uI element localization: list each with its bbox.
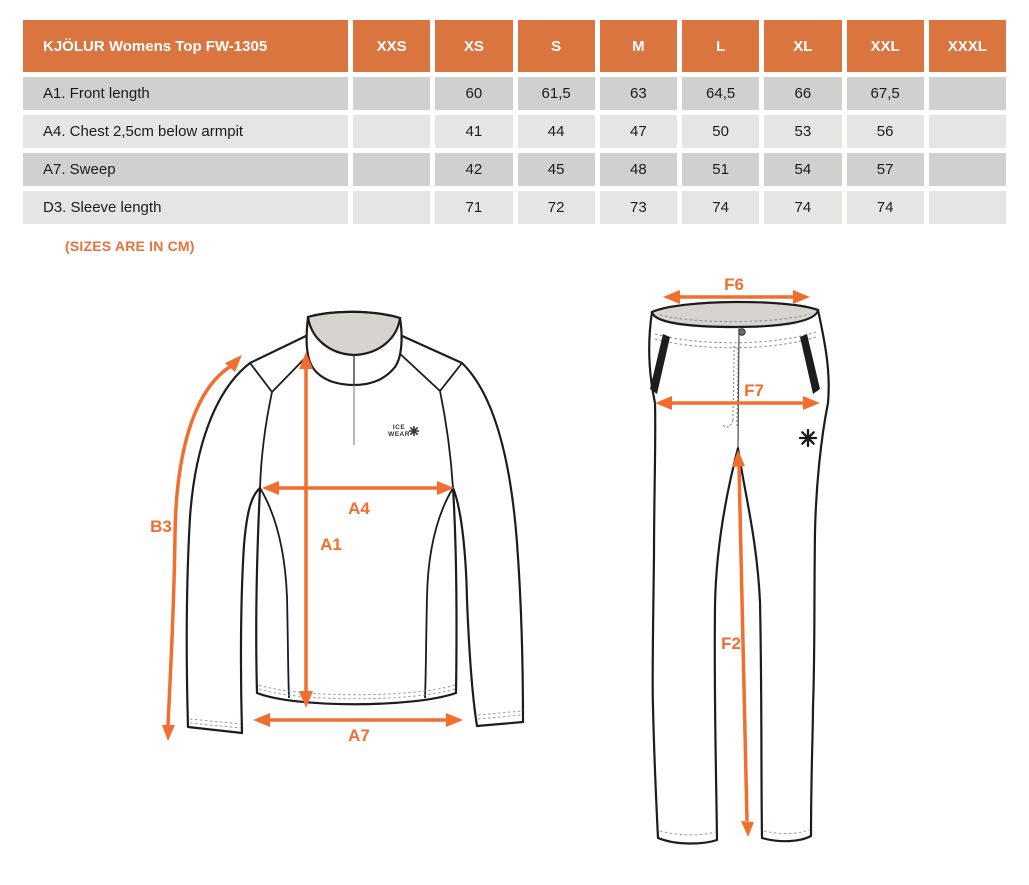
table-cell xyxy=(353,191,430,224)
table-cell: 54 xyxy=(764,153,841,186)
waist-button xyxy=(739,329,745,335)
size-col-header-xxl: XXL xyxy=(847,20,924,72)
snowflake-icon xyxy=(410,427,419,436)
brand-logo xyxy=(388,424,418,438)
table-cell: 66 xyxy=(764,77,841,110)
table-cell: 74 xyxy=(682,191,759,224)
table-cell xyxy=(353,115,430,148)
table-cell xyxy=(353,153,430,186)
table-cell: 50 xyxy=(682,115,759,148)
top-garment-outline xyxy=(187,335,523,733)
table-cell: 45 xyxy=(518,153,595,186)
size-col-header-xxxl: XXXL xyxy=(929,20,1006,72)
size-chart-table xyxy=(23,20,1006,224)
table-cell xyxy=(353,77,430,110)
a7-arrow xyxy=(253,713,463,727)
table-cell: 53 xyxy=(764,115,841,148)
table-cell: 42 xyxy=(435,153,512,186)
table-cell: 61,5 xyxy=(518,77,595,110)
table-cell: 51 xyxy=(682,153,759,186)
table-cell: 71 xyxy=(435,191,512,224)
table-cell: 64,5 xyxy=(682,77,759,110)
sizes-in-cm-note: (SIZES ARE IN CM) xyxy=(65,238,195,254)
brand-logo-text-line2: WEAR xyxy=(388,431,410,438)
f6-label: F6 xyxy=(724,275,744,294)
table-cell: 47 xyxy=(600,115,677,148)
top-garment-drawing xyxy=(145,295,575,770)
row-label-sleeve-length: D3. Sleeve length xyxy=(23,191,348,224)
b3-label: B3 xyxy=(150,517,172,536)
table-cell xyxy=(929,153,1006,186)
table-cell: 74 xyxy=(764,191,841,224)
table-cell: 74 xyxy=(847,191,924,224)
size-col-header-l: L xyxy=(682,20,759,72)
table-cell: 60 xyxy=(435,77,512,110)
table-cell: 63 xyxy=(600,77,677,110)
table-cell: 57 xyxy=(847,153,924,186)
table-cell xyxy=(929,77,1006,110)
table-cell: 72 xyxy=(518,191,595,224)
brand-logo-text-line1: ICE xyxy=(392,424,406,431)
row-label-sweep: A7. Sweep xyxy=(23,153,348,186)
table-cell: 41 xyxy=(435,115,512,148)
table-cell: 44 xyxy=(518,115,595,148)
size-col-header-xxs: XXS xyxy=(353,20,430,72)
a1-label: A1 xyxy=(320,535,342,554)
table-cell xyxy=(929,191,1006,224)
table-cell: 48 xyxy=(600,153,677,186)
table-cell xyxy=(929,115,1006,148)
snowflake-icon xyxy=(800,430,816,446)
size-col-header-xs: XS xyxy=(435,20,512,72)
a7-label: A7 xyxy=(348,726,370,745)
f7-label: F7 xyxy=(744,381,764,400)
table-cell: 67,5 xyxy=(847,77,924,110)
size-col-header-s: S xyxy=(518,20,595,72)
table-title: KJÖLUR Womens Top FW-1305 xyxy=(23,20,348,72)
table-cell: 56 xyxy=(847,115,924,148)
row-label-chest: A4. Chest 2,5cm below armpit xyxy=(23,115,348,148)
size-col-header-m: M xyxy=(600,20,677,72)
table-cell: 73 xyxy=(600,191,677,224)
row-label-front-length: A1. Front length xyxy=(23,77,348,110)
pants-drawing xyxy=(630,270,860,870)
size-col-header-xl: XL xyxy=(764,20,841,72)
f2-label: F2 xyxy=(721,634,741,653)
a4-label: A4 xyxy=(348,499,370,518)
